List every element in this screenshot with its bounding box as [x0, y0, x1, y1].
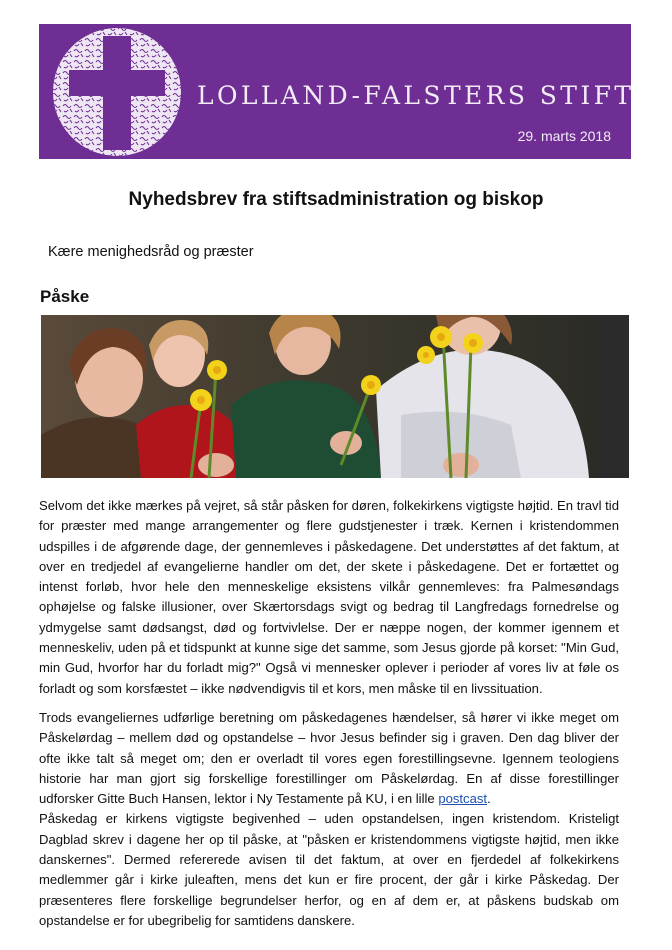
- paragraph-2-end: .: [487, 791, 491, 807]
- paragraph-2-text: Trods evangeliernes udførlige beretning om påskedagenes hændelser, så hører vi ikke meget om Påskelørdag – mellem død og opstandelse – hvor Jesus befinder sig i graven. Den dag bliver der ofte ikke talt så meget om; den er overladt til vores egen forestillingsevne. Igennem teologiens historie har man gjort sig forskellige forestillinger om Påskelørdag. En af disse forestillinger udforsker Gitte Buch Hansen, lektor i Ny Testamente på KU, i en lille: [39, 709, 619, 807]
- diocese-name: LOLLAND-FALSTERS STIFT: [197, 81, 635, 110]
- postcast-link[interactable]: postcast: [438, 791, 488, 807]
- newsletter-date: 29. marts 2018: [517, 128, 611, 144]
- paragraph-3: Påskedag er kirkens vigtigste begivenhed – uden opstandelsen, ingen kristendom. Kristeligt Dagblad skrev i dagene her op til påske, at "påsken er kristendommens vigtigste højtid, men ikke danskernes". Dermed refererede avisen til det faktum, at over en fjerdedel af folkekirkens medlemmer går i kirke juleaften, mens det kun er fire procent, der går i kirke Påskedag. Der præsenteres flere forskellige begrundelser herfor, og en af dem er, at påskens budskab om opstandelse er for ubegribelig for samtidens danskere.: [39, 811, 619, 928]
- greeting: Kære menighedsråd og præster: [48, 244, 254, 260]
- section-heading: Påske: [40, 287, 90, 306]
- cross-emblem-icon: [51, 26, 183, 158]
- paragraph-2: [39, 708, 619, 809]
- article-body: [39, 496, 619, 931]
- paragraph-1: Selvom det ikke mærkes på vejret, så står påsken for døren, folkekirkens vigtigste højtid. En travl tid for præster med mange arrangementer og flere gudstjenester i træk. Kernen i kristendommen udspilles i de afgørende dage, der gennemleves i påskedagene. Det understøttes af det faktum, at over en tredjedel af evangelierne handler om det, der skete i påskedagene. Det er fortættet og intenst forløb, hvor hele den menneskelige eksistens vilkår gennemleves: fra Palmesøndags ophøjelse og falske illusioner, over Skærtorsdags svigt og bedrag til Langfredags fornedrelse og ydmygelse samt dødsangst, død og fortvivlelse. Der er næppe nogen, der kommer igennem et menneskeliv, uden på et tidspunkt at kunne sige det samme, som Jesus gjorde på korset: "Min Gud, min Gud, hvorfor har du forladt mig?" Også vi mennesker oplever i perioder af vores liv at føle os forladt og som korsfæstet – ikke nødvendigvis til et kors, men måske til en livssituation.: [39, 498, 619, 696]
- page-title: Nyhedsbrev fra stiftsadministration og biskop: [128, 189, 544, 210]
- children-with-daffodils-photo: [41, 315, 629, 478]
- header-banner: [39, 24, 635, 159]
